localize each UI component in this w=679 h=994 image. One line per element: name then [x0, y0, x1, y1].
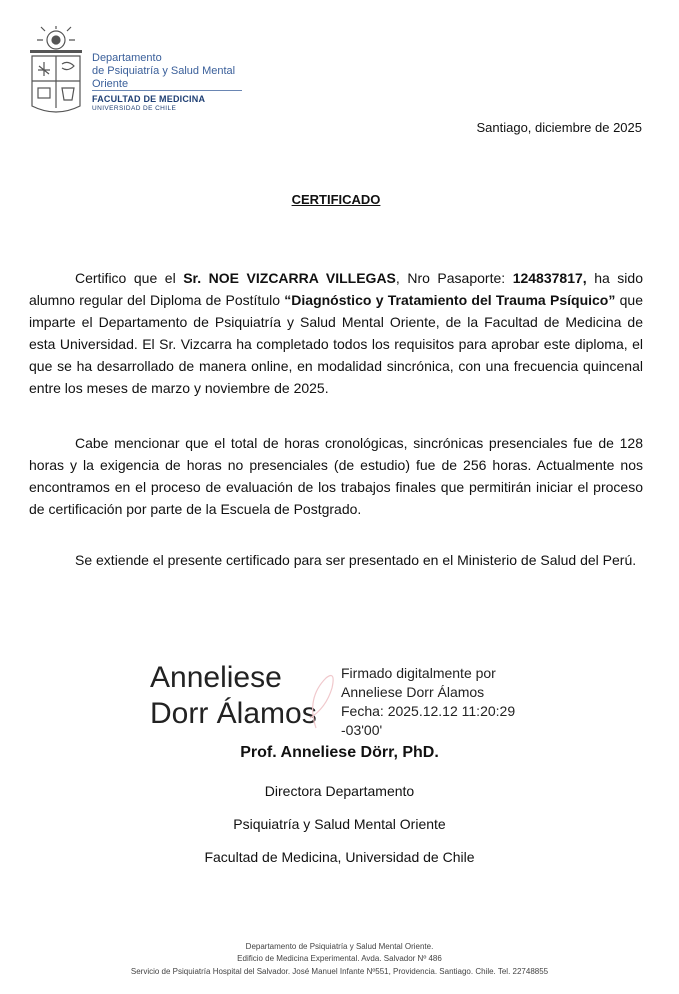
signature-meta-line-4: -03'00' — [341, 722, 383, 738]
program-name: “Diagnóstico y Tratamiento del Trauma Psíquico” — [284, 292, 616, 308]
department-name — [92, 52, 266, 91]
signer-role-3: Facultad de Medicina, Universidad de Chile — [204, 849, 475, 865]
paragraph-certification — [29, 267, 643, 399]
student-name: Sr. NOE VIZCARRA VILLEGAS — [183, 270, 396, 286]
signer-role-2: Psiquiatría y Salud Mental Oriente — [233, 816, 446, 832]
p1-text-3: ha sido alumno regular del Diploma de Postítulo — [29, 270, 643, 308]
signature-name-line-1: Anneliese — [150, 661, 282, 694]
digital-signature-name — [150, 660, 317, 732]
signature-name-line-2: Dorr Álamos — [150, 697, 317, 730]
signature-meta-line-3: Fecha: 2025.12.12 11:20:29 — [341, 703, 516, 719]
footer-line-3: Servicio de Psiquiatría Hospital del Salvador. José Manuel Infante Nº551, Providencia. Santiago. Chile. Tel. 22748855 — [130, 967, 549, 976]
signature-meta-line-2: Anneliese Dorr Álamos — [341, 684, 485, 700]
dept-line-1: Departamento — [92, 52, 162, 64]
signer-name: Prof. Anneliese Dörr, PhD. — [240, 744, 439, 761]
letterhead-logo — [26, 26, 266, 118]
passport-number: 124837817, — [512, 270, 587, 286]
p3-text: Se extiende el presente certificado para ser presentado en el Ministerio de Salud del Perú. — [75, 552, 637, 568]
signature-meta-line-1: Firmado digitalmente por — [341, 665, 496, 681]
p2-text: Cabe mencionar que el total de horas cronológicas, sincrónicas presenciales fue de 128 horas y la exigencia de horas no presenciales (de estudio) fue de 256 horas. Actualmente nos encontramos en el proceso de evaluación de los trabajos finales que permitirán iniciar el proceso de certificación por parte de la Escuela de Postgrado. — [29, 435, 643, 517]
document-title: CERTIFICADO — [291, 192, 381, 207]
p1-text-4: que imparte el Departamento de Psiquiatría y Salud Mental Oriente, de la Facultad de Medicina de esta Universidad. El Sr. Vizcarra ha completado todos los requisitos para aprobar este diploma, el que se ha desarrollado de manera online, en modalidad sincrónica, con una frecuencia quincenal entre los meses de marzo y noviembre de 2025. — [29, 292, 644, 396]
p1-text-2: , Nro Pasaporte: — [395, 270, 513, 286]
paragraph-purpose — [29, 549, 643, 571]
signer-role-1: Directora Departamento — [264, 783, 415, 799]
document-date: Santiago, diciembre de 2025 — [476, 120, 642, 135]
digital-signature-details — [341, 664, 515, 740]
university-name: UNIVERSIDAD DE CHILE — [92, 105, 177, 112]
paragraph-hours — [29, 432, 643, 520]
university-seal-icon — [26, 26, 86, 118]
footer-line-2: Edificio de Medicina Experimental. Avda. Salvador Nº 486 — [237, 954, 442, 963]
faculty-name: FACULTAD DE MEDICINA — [92, 94, 206, 104]
footer-line-1: Departamento de Psiquiatría y Salud Mental Oriente. — [245, 942, 434, 951]
dept-line-2: de Psiquiatría y Salud Mental Oriente — [92, 65, 236, 90]
p1-text-1: Certifico que el — [75, 270, 184, 286]
letterhead-divider — [92, 90, 242, 91]
